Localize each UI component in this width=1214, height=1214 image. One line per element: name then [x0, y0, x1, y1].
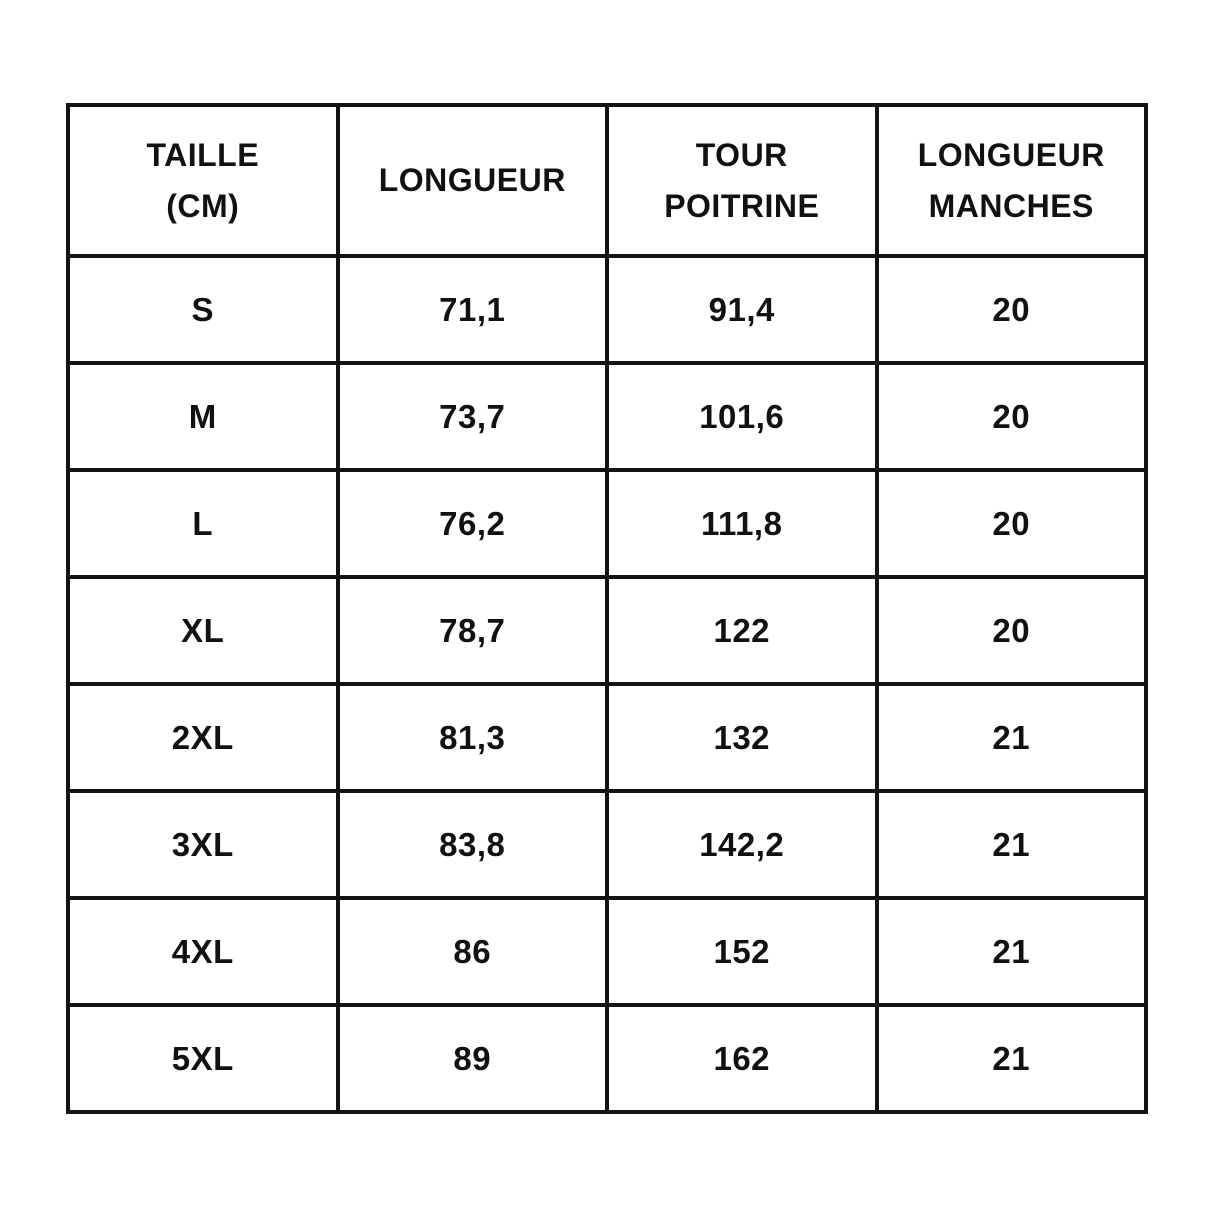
- header-line: LONGUEUR: [378, 162, 566, 198]
- sleeve-cell: 21: [877, 1005, 1147, 1112]
- table-row: [68, 791, 1146, 898]
- sleeve-cell: 20: [877, 256, 1147, 363]
- length-cell: 78,7: [338, 577, 608, 684]
- table-row: [68, 898, 1146, 1005]
- sleeve-cell: 21: [877, 684, 1147, 791]
- column-header-longueur: [338, 105, 608, 256]
- header-line: POITRINE: [664, 187, 820, 224]
- size-cell: 3XL: [68, 791, 338, 898]
- chest-cell: 132: [607, 684, 877, 791]
- length-cell: 86: [338, 898, 608, 1005]
- table-row: [68, 577, 1146, 684]
- size-cell: M: [68, 363, 338, 470]
- chest-cell: 111,8: [607, 470, 877, 577]
- length-cell: 71,1: [338, 256, 608, 363]
- header-line: TAILLE: [146, 136, 260, 173]
- size-cell: S: [68, 256, 338, 363]
- sleeve-cell: 21: [877, 898, 1147, 1005]
- length-cell: 89: [338, 1005, 608, 1112]
- sleeve-cell: 20: [877, 577, 1147, 684]
- header-line: TOUR: [695, 136, 788, 173]
- length-cell: 73,7: [338, 363, 608, 470]
- chest-cell: 142,2: [607, 791, 877, 898]
- header-line: LONGUEUR: [917, 136, 1105, 173]
- column-header-taille: [68, 105, 338, 256]
- table-row: [68, 470, 1146, 577]
- chest-cell: 91,4: [607, 256, 877, 363]
- header-line: (CM): [166, 187, 240, 224]
- table-header-row: [68, 105, 1146, 256]
- column-header-tour-poitrine: [607, 105, 877, 256]
- table-row: [68, 256, 1146, 363]
- chest-cell: 162: [607, 1005, 877, 1112]
- table-row: [68, 363, 1146, 470]
- header-line: MANCHES: [928, 187, 1094, 224]
- table-row: [68, 1005, 1146, 1112]
- chest-cell: 101,6: [607, 363, 877, 470]
- table-row: [68, 684, 1146, 791]
- chest-cell: 122: [607, 577, 877, 684]
- chest-cell: 152: [607, 898, 877, 1005]
- size-cell: XL: [68, 577, 338, 684]
- size-cell: 2XL: [68, 684, 338, 791]
- length-cell: 83,8: [338, 791, 608, 898]
- length-cell: 81,3: [338, 684, 608, 791]
- length-cell: 76,2: [338, 470, 608, 577]
- sleeve-cell: 20: [877, 363, 1147, 470]
- sleeve-cell: 21: [877, 791, 1147, 898]
- column-header-longueur-manches: [877, 105, 1147, 256]
- sleeve-cell: 20: [877, 470, 1147, 577]
- size-cell: 5XL: [68, 1005, 338, 1112]
- size-cell: L: [68, 470, 338, 577]
- size-chart-table: [66, 103, 1148, 1114]
- size-cell: 4XL: [68, 898, 338, 1005]
